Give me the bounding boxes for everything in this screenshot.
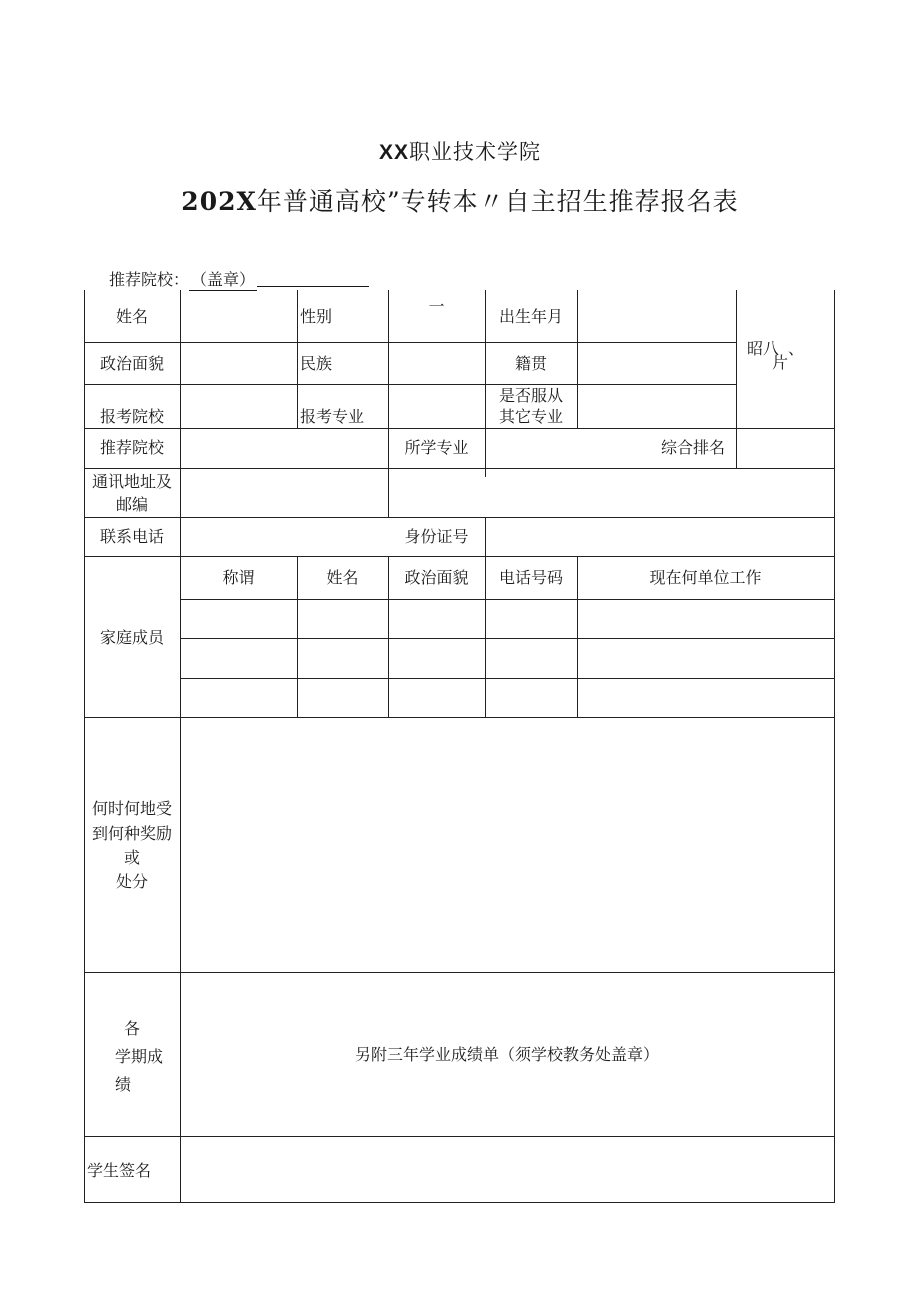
label-address-1: 通讯地址及 [91,472,172,491]
family-col-employer: 现在何单位工作 [649,568,762,587]
label-signature: 学生签名 [87,1161,152,1180]
rule [84,384,736,385]
rule [84,1202,835,1203]
label-obey-1: 是否服从 [498,386,563,405]
rule [485,517,486,717]
grades-line-2: 学期成 [115,1047,164,1066]
rule [84,556,835,557]
label-family: 家庭成员 [99,628,164,647]
school-prefix: XX [378,141,409,164]
photo-marks: 、 [788,339,811,358]
rule [84,428,835,429]
family-col-phone: 电话号码 [498,568,563,587]
rule [297,290,298,428]
rule [388,342,389,517]
label-ethnicity: 民族 [300,354,333,373]
rule [84,468,835,469]
awards-line-1: 何时何地受 [91,799,172,818]
family-col-politics: 政治面貌 [404,568,469,587]
label-native-place: 籍贯 [514,354,547,373]
label-id-no: 身份证号 [404,527,469,546]
label-obey-2: 其它专业 [498,407,563,426]
label-phone: 联系电话 [99,527,164,546]
label-birth: 出生年月 [498,307,563,326]
awards-line-3: 或 [123,848,140,867]
label-address-2: 邮编 [115,495,148,514]
rule [834,290,835,1203]
rule [84,1136,835,1137]
rule [736,290,737,468]
form-title-text: 年普通高校”专转本〃自主招生推荐报名表 [256,187,739,216]
family-col-name: 姓名 [326,568,359,587]
form-year: 202X [181,187,257,216]
rule [180,290,181,1203]
gender-mark: 一 [428,297,445,316]
label-recommend-school: 推荐院校 [99,438,164,457]
rule [84,717,835,718]
label-apply-school: 报考院校 [99,407,164,426]
awards-line-4: 处分 [115,872,148,891]
grades-note: 另附三年学业成绩单（须学校教务处盖章） [354,1045,659,1064]
rule [180,638,835,639]
photo-label: 昭八 [747,339,780,358]
rule [84,972,835,973]
rule [180,599,835,600]
rule [180,678,835,679]
school-name: 职业技术学院 [409,140,541,164]
rule [84,342,736,343]
awards-line-2: 到何种奖励 [91,824,172,843]
label-politics: 政治面貌 [99,354,164,373]
label-gender: 性别 [300,307,333,326]
rule [577,290,578,428]
rule [84,517,835,518]
seal-mark: （盖章） [189,267,257,291]
label-apply-major: 报考专业 [300,407,365,426]
grades-line-1: 各 [124,1019,141,1038]
recommend-school-label: 推荐院校： [109,270,190,289]
label-name: 姓名 [115,307,148,326]
photo-label-2: 片 [772,353,789,372]
family-col-relation: 称谓 [222,568,255,587]
grades-line-3: 绩 [115,1075,132,1094]
label-rank: 综合排名 [661,438,726,457]
label-studied-major: 所学专业 [404,438,469,457]
